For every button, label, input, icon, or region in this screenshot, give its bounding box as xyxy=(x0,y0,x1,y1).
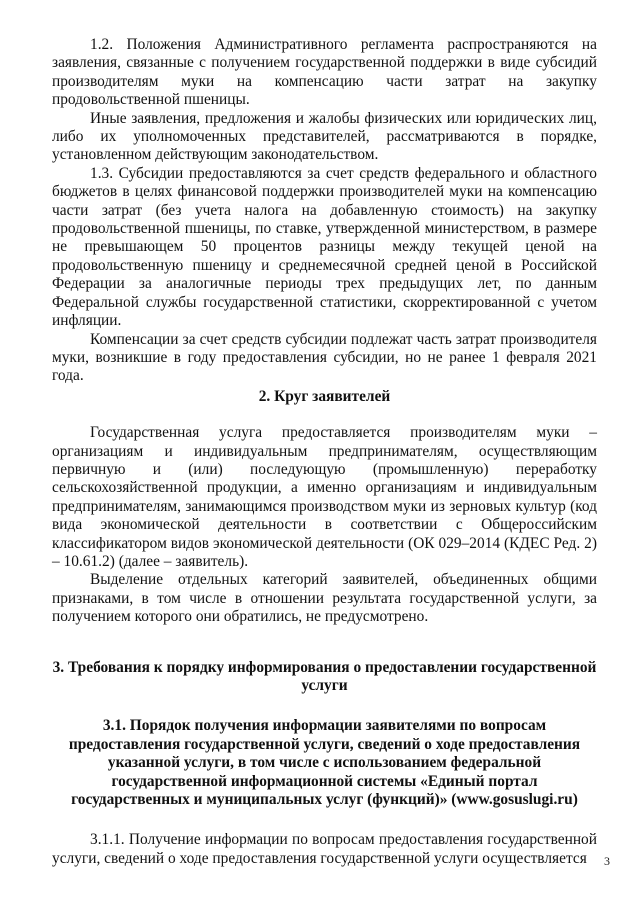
page-number: 3 xyxy=(604,854,610,868)
document-body xyxy=(52,36,597,868)
paragraph-3-1-1: 3.1.1. Получение информации по вопросам предоставления государственной услуги, сведений о ходе предоставления государственной услуги осуществляется xyxy=(52,831,597,867)
paragraph-applicants: Государственная услуга предоставляется производителям муки – организациям и индивидуальным предпринимателям, осуществляющим первичную и (или) последующую (промышленную) переработку сельскохозяйственной продукции, а именно организациям и индивидуальным предпринимателям, занимающимся производством муки из зерновых культур (код вида экономической деятельности в соответствии с Общероссийским классификатором видов экономической деятельности (ОК 029–2014 (КДЕС Ред. 2) – 10.61.2) (далее – заявитель). xyxy=(52,424,597,570)
section-2-heading: 2. Круг заявителей xyxy=(258,387,391,405)
paragraph-other-applications: Иные заявления, предложения и жалобы физических или юридических лиц, либо их уполномоченных представителей, рассматриваются в порядке, установленном действующим законодательством. xyxy=(52,109,597,164)
section-3-heading: 3. Требования к порядку информирования о предоставлении государственной услуги xyxy=(52,658,597,694)
paragraph-1-3: 1.3. Субсидии предоставляются за счет средств федерального и областного бюджетов в целях финансовой поддержки производителей муки на компенсацию части затрат (без учета налога на добавленную стоимость) на закупку продовольственной пшеницы, по ставке, утвержденной министерством, в размере не превышающем 50 процентов разницы между текущей ценой на продовольственную пшеницу и среднемесячной средней ценой в Российской Федерации за аналогичные периоды трех предыдущих лет, по данным Федеральной службы государственной статистики, скорректированной с учетом инфляции. xyxy=(52,164,597,330)
section-3-1-heading: 3.1. Порядок получения информации заявителями по вопросам предоставления государственной услуги, сведений о ходе предоставления указанной услуги, в том числе с использованием федеральной государственной информационной системы «Единый портал государственных и муниципальных услуг (функций)» (www.gosuslugi.ru) xyxy=(68,717,581,809)
paragraph-compensation: Компенсации за счет средств субсидии подлежат часть затрат производителя муки, возникшие в году предоставления субсидии, но не ранее 1 февраля 2021 года. xyxy=(52,330,597,385)
paragraph-categories: Выделение отдельных категорий заявителей, объединенных общими признаками, в том числе в отношении результата государственной услуги, за получением которого они обратились, не предусмотрено. xyxy=(52,571,597,626)
paragraph-1-2: 1.2. Положения Административного регламента распространяются на заявления, связанные с получением государственной поддержки в виде субсидий производителям муки на компенсацию части затрат на закупку продовольственной пшеницы. xyxy=(52,36,597,109)
